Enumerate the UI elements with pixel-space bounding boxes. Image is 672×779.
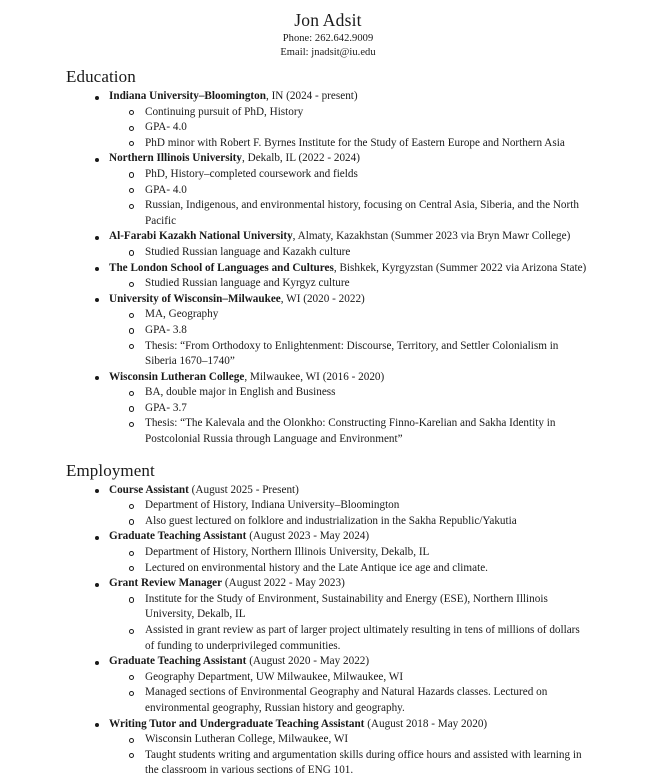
- entry-organization: Wisconsin Lutheran College: [109, 370, 245, 383]
- detail-item: Managed sections of Environmental Geography and Natural Hazards classes. Lectured on environmental geography, Russian history and geography.: [109, 685, 590, 716]
- detail-item: Geography Department, UW Milwaukee, Milwaukee, WI: [109, 670, 590, 686]
- entry-organization: Grant Review Manager: [109, 577, 223, 590]
- entry-title: [109, 89, 590, 105]
- detail-item: GPA- 4.0: [109, 120, 590, 136]
- entry-meta: , WI (2020 - 2022): [280, 292, 365, 305]
- detail-item: BA, double major in English and Business: [109, 385, 590, 401]
- entry-organization: Northern Illinois University: [109, 152, 243, 165]
- entry-title: [109, 229, 590, 245]
- contact-phone: Phone: 262.642.9009: [282, 33, 374, 44]
- detail-list: [109, 385, 590, 447]
- detail-list: [109, 545, 590, 576]
- detail-list: [109, 732, 590, 779]
- detail-list: [109, 307, 590, 369]
- detail-item: GPA- 4.0: [109, 183, 590, 199]
- detail-list: [109, 105, 590, 152]
- detail-item: Assisted in grant review as part of larger project ultimately resulting in tens of millions of dollars of funding to underprivileged communities.: [109, 623, 590, 654]
- detail-item: PhD, History–completed coursework and fields: [109, 167, 590, 183]
- entry-title: [109, 261, 590, 277]
- entry-organization: Course Assistant: [109, 483, 189, 496]
- entry-list: [66, 483, 590, 779]
- sections-container: [66, 66, 590, 779]
- detail-item: Institute for the Study of Environment, Sustainability and Energy (ESE), Northern Illinois University, Dekalb, IL: [109, 592, 590, 623]
- entry-meta: , IN (2024 - present): [265, 90, 358, 102]
- entry-organization: Graduate Teaching Assistant: [109, 530, 247, 543]
- document-header: [66, 9, 590, 60]
- entry-title: [109, 654, 590, 670]
- entry-organization: Writing Tutor and Undergraduate Teaching Assistant: [109, 717, 365, 730]
- entry-meta: , Milwaukee, WI (2016 - 2020): [244, 370, 385, 383]
- detail-item: Department of History, Northern Illinois University, Dekalb, IL: [109, 545, 590, 561]
- page-title: Jon Adsit: [294, 10, 362, 30]
- entry-organization: Graduate Teaching Assistant: [109, 655, 247, 668]
- detail-item: MA, Geography: [109, 307, 590, 323]
- entry-meta: , Bishkek, Kyrgyzstan (Summer 2022 via Arizona State): [333, 261, 587, 274]
- entry-title: [109, 717, 590, 733]
- detail-list: [109, 592, 590, 654]
- section-heading: Education: [66, 67, 136, 86]
- entry-title: [109, 292, 590, 308]
- detail-list: [109, 167, 590, 229]
- list-item: [66, 151, 590, 229]
- entry-title: [109, 576, 590, 592]
- detail-item: Wisconsin Lutheran College, Milwaukee, WI: [109, 732, 590, 748]
- detail-item: Lectured on environmental history and the Late Antique ice age and climate.: [109, 561, 590, 577]
- detail-item: Department of History, Indiana University–Bloomington: [109, 498, 590, 514]
- detail-item: PhD minor with Robert F. Byrnes Institute for the Study of Eastern Europe and Northern Asia: [109, 136, 590, 152]
- list-item: [66, 483, 590, 530]
- detail-list: [109, 670, 590, 717]
- entry-meta: (August 2025 - Present): [188, 483, 299, 496]
- entry-title: [109, 370, 590, 386]
- section-heading: Employment: [66, 460, 155, 480]
- list-item: [66, 654, 590, 716]
- detail-item: Thesis: “From Orthodoxy to Enlightenment: Discourse, Territory, and Settler Colonialism in Siberia 1670–1740”: [109, 339, 590, 370]
- entry-title: [109, 151, 590, 167]
- detail-item: GPA- 3.7: [109, 401, 590, 417]
- detail-item: Studied Russian language and Kyrgyz culture: [109, 276, 590, 292]
- detail-list: [109, 498, 590, 529]
- list-item: [66, 261, 590, 292]
- list-item: [66, 370, 590, 448]
- entry-organization: Indiana University–Bloomington: [109, 90, 266, 102]
- entry-meta: (August 2023 - May 2024): [246, 530, 370, 543]
- list-item: [66, 89, 590, 151]
- entry-title: [109, 483, 590, 499]
- detail-item: Also guest lectured on folklore and industrialization in the Sakha Republic/Yakutia: [109, 514, 590, 530]
- contact-email: Email: jnadsit@iu.edu: [280, 47, 376, 58]
- entry-meta: , Almaty, Kazakhstan (Summer 2023 via Bryn Mawr College): [292, 230, 571, 243]
- section-education: [66, 66, 590, 448]
- entry-meta: , Dekalb, IL (2022 - 2024): [242, 152, 360, 165]
- entry-meta: (August 2022 - May 2023): [222, 577, 345, 590]
- detail-item: Russian, Indigenous, and environmental history, focusing on Central Asia, Siberia, and the North Pacific: [109, 198, 590, 229]
- detail-item: Studied Russian language and Kazakh culture: [109, 245, 590, 261]
- section-employment: [66, 460, 590, 779]
- detail-list: [109, 276, 590, 292]
- entry-organization: The London School of Languages and Cultures: [109, 261, 334, 274]
- detail-item: GPA- 3.8: [109, 323, 590, 339]
- entry-title: [109, 529, 590, 545]
- list-item: [66, 576, 590, 654]
- list-item: [66, 292, 590, 370]
- list-item: [66, 717, 590, 779]
- detail-item: Thesis: “The Kalevala and the Olonkho: Constructing Finno-Karelian and Sakha Identity in Postcolonial Russia through Language and Environment”: [109, 416, 590, 447]
- entry-organization: University of Wisconsin–Milwaukee: [109, 292, 281, 305]
- list-item: [66, 229, 590, 260]
- entry-list: [66, 89, 590, 448]
- entry-organization: Al-Farabi Kazakh National University: [109, 230, 293, 243]
- entry-meta: (August 2018 - May 2020): [364, 717, 488, 730]
- list-item: [66, 529, 590, 576]
- detail-list: [109, 245, 590, 261]
- detail-item: Taught students writing and argumentation skills during office hours and assisted with learning in the classroom in various sections of ENG 101.: [109, 748, 590, 779]
- entry-meta: (August 2020 - May 2022): [246, 655, 370, 668]
- detail-item: Continuing pursuit of PhD, History: [109, 105, 590, 121]
